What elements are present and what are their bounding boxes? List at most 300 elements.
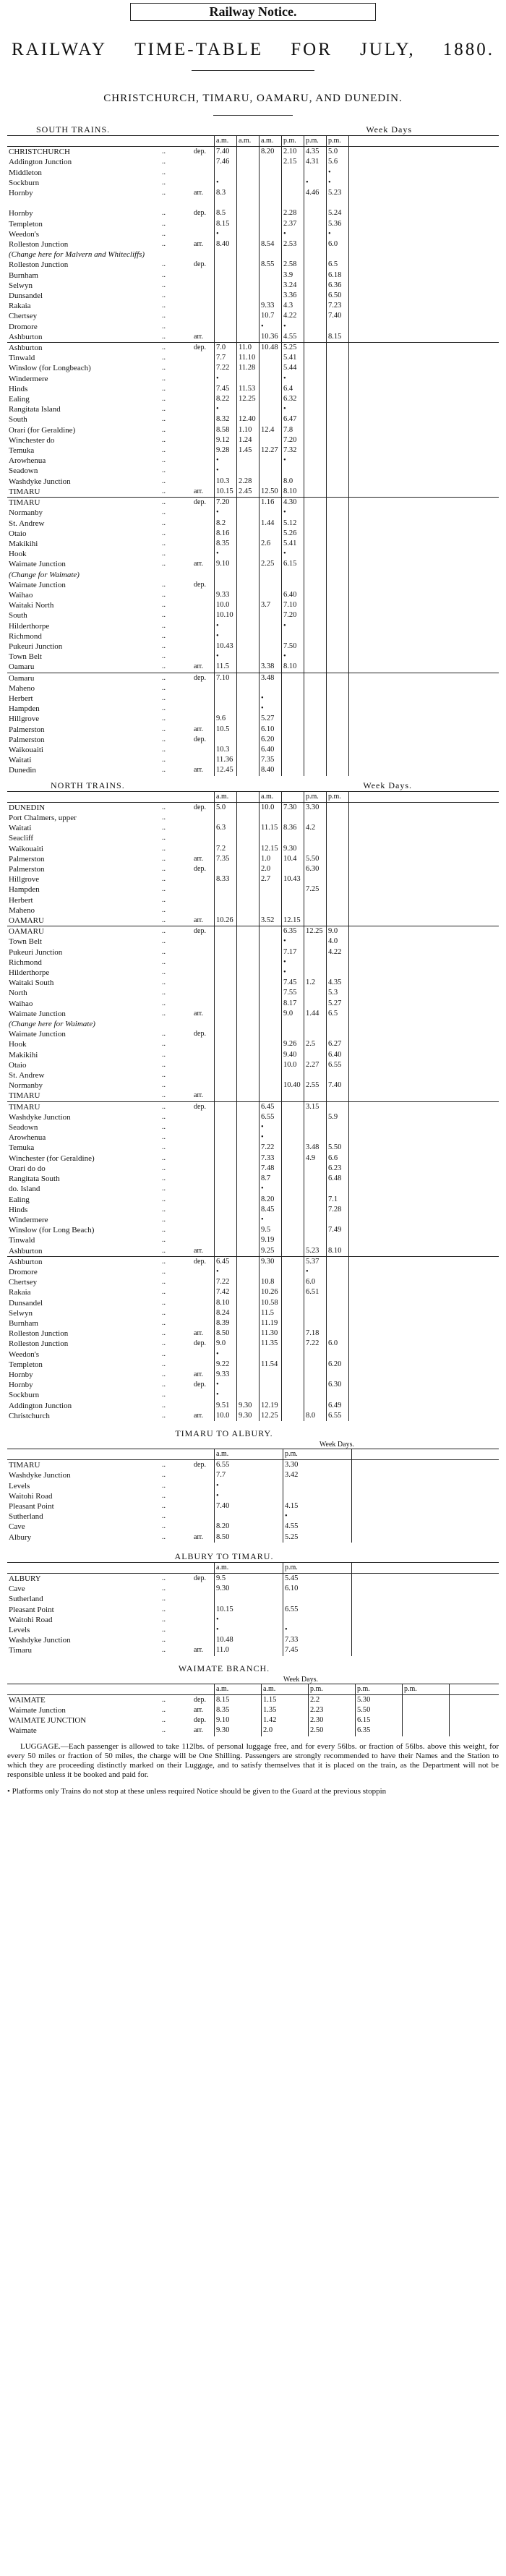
time-cell: 7.2 (215, 844, 237, 854)
station-name: Rolleston Junction (9, 240, 69, 250)
time-cell: 8.39 (215, 1318, 237, 1328)
time-cell: 9.0 (215, 1339, 237, 1349)
time-cell: 9.19 (260, 1235, 282, 1245)
leader-dots: .. (162, 435, 166, 444)
time-cell: 5.9 (327, 1112, 349, 1122)
station-name: Cave (9, 1585, 25, 1594)
leader-dots: .. (162, 425, 166, 434)
time-cell: 5.41 (282, 353, 304, 363)
leader-dots: .. (162, 1123, 166, 1132)
spacer-cell (349, 1277, 499, 1287)
time-cell: 12.50 (260, 487, 282, 498)
time-cell: 9.40 (282, 1050, 304, 1060)
arr-dep (192, 1164, 215, 1174)
time-cell (327, 745, 349, 755)
station-name: OAMARU (9, 916, 44, 926)
time-cell: 6.51 (304, 1287, 327, 1297)
time-cell: 8.55 (260, 260, 282, 270)
time-cell (304, 1029, 327, 1039)
time-cell (260, 937, 282, 947)
spacer-cell (349, 539, 499, 549)
arr-dep: arr. (192, 1705, 215, 1715)
station-name: Waimate Junction (9, 580, 66, 589)
time-cell: 7.25 (304, 884, 327, 895)
arr-dep (192, 1501, 215, 1511)
time-cell: 2.55 (304, 1080, 327, 1091)
station-name: Hook (9, 1040, 27, 1049)
spacer-cell (349, 1328, 499, 1339)
spacer-cell (349, 519, 499, 529)
arr-dep (192, 1287, 215, 1297)
column-header: a.m. (215, 791, 237, 802)
time-cell (282, 1205, 304, 1215)
header-cell (192, 1449, 215, 1459)
table-row (7, 1143, 499, 1153)
table-row (7, 229, 499, 239)
station-name: (Change here for Malvern and Whitecliffs) (9, 250, 145, 260)
table-row (7, 694, 499, 704)
time-cell: 2.45 (237, 487, 260, 498)
arr-dep (192, 1050, 215, 1060)
leader-dots: .. (162, 813, 166, 822)
time-cell: 7.35 (215, 854, 237, 864)
arr-dep: dep. (192, 735, 215, 745)
time-cell (304, 168, 327, 178)
time-cell (215, 1112, 237, 1122)
leader-dots: .. (162, 947, 166, 956)
time-cell (327, 590, 349, 600)
station-name: Rolleston Junction (9, 260, 69, 270)
time-cell (304, 765, 327, 775)
time-cell (215, 1091, 237, 1101)
time-cell (260, 404, 282, 414)
time-cell: 4.0 (327, 937, 349, 947)
time-cell: • (215, 1390, 237, 1400)
arr-dep (192, 1277, 215, 1287)
time-cell (282, 755, 304, 765)
arr-dep (192, 1267, 215, 1277)
time-cell (260, 229, 282, 239)
station-name: Sutherland (9, 1512, 43, 1522)
time-cell (327, 864, 349, 874)
table-row (7, 968, 499, 978)
time-cell: • (282, 229, 304, 239)
time-cell (282, 694, 304, 704)
time-cell: • (282, 968, 304, 978)
table-row (7, 1298, 499, 1308)
leader-dots: .. (162, 384, 166, 393)
station-name: (Change here for Waimate) (9, 1020, 95, 1029)
time-cell (237, 947, 260, 958)
table-row (7, 1009, 499, 1019)
header-row (7, 791, 499, 802)
spacer-cell (349, 178, 499, 188)
time-cell (327, 198, 349, 208)
timaru-albury-heading: TIMARU TO ALBURY. (175, 1428, 273, 1438)
time-cell: 5.23 (304, 1246, 327, 1257)
time-cell: 6.49 (327, 1401, 349, 1411)
time-cell (215, 683, 237, 694)
time-cell: • (215, 1267, 237, 1277)
arr-dep: arr. (192, 662, 215, 673)
arr-dep (192, 1039, 215, 1049)
station-name: Ealing (9, 395, 30, 404)
time-cell (327, 1019, 349, 1029)
time-cell (260, 988, 282, 998)
table-row (7, 895, 499, 905)
leader-dots: .. (160, 1101, 192, 1112)
time-cell (260, 641, 282, 652)
leader-dots: .. (162, 735, 166, 743)
arr-dep (192, 157, 215, 167)
leader-dots: .. (162, 1246, 166, 1255)
time-cell (260, 570, 282, 580)
time-cell (215, 833, 237, 843)
time-cell (237, 1308, 260, 1318)
table-row (7, 1091, 499, 1101)
time-cell (304, 384, 327, 394)
leader-dots: .. (162, 322, 166, 330)
time-cell (237, 884, 260, 895)
time-cell (327, 539, 349, 549)
time-cell (327, 250, 349, 260)
time-cell (304, 559, 327, 569)
time-cell: 12.45 (215, 765, 237, 775)
time-cell: 5.27 (327, 999, 349, 1009)
table-row (7, 580, 499, 590)
time-cell: 7.40 (327, 1080, 349, 1091)
leader-dots: .. (162, 270, 166, 279)
spacer-cell (349, 1029, 499, 1039)
time-cell: 9.0 (282, 1009, 304, 1019)
time-cell: 2.15 (282, 157, 304, 167)
table-row (7, 947, 499, 958)
station-name: Pleasant Point (9, 1501, 54, 1511)
station-name: Dunsandel (9, 291, 43, 301)
time-cell: • (215, 466, 237, 476)
time-cell: 5.50 (356, 1705, 403, 1715)
time-cell: 10.0 (260, 802, 282, 813)
station-name: Palmerston (9, 725, 45, 734)
time-cell (304, 394, 327, 404)
leader-dots: .. (162, 989, 166, 997)
time-cell: 5.3 (327, 988, 349, 998)
spacer-cell (349, 425, 499, 435)
time-cell: 6.10 (283, 1584, 352, 1594)
table-row (7, 353, 499, 363)
time-cell (327, 404, 349, 414)
time-cell (237, 157, 260, 167)
spacer-cell (352, 1615, 499, 1625)
time-cell (327, 559, 349, 569)
time-cell: 1.44 (260, 519, 282, 529)
arr-dep: arr. (192, 332, 215, 343)
table-row (7, 833, 499, 843)
time-cell (304, 477, 327, 487)
time-cell (282, 1411, 304, 1421)
time-cell: 7.10 (215, 673, 237, 683)
time-cell (237, 1390, 260, 1400)
time-cell (260, 958, 282, 968)
station-name: Windermere (9, 374, 48, 383)
time-cell (327, 631, 349, 641)
time-cell (304, 1070, 327, 1080)
time-cell: 6.18 (327, 270, 349, 281)
time-cell (215, 580, 237, 590)
time-cell: 2.2 (309, 1694, 356, 1705)
station-name: Hornby (9, 1381, 33, 1390)
time-cell: 10.26 (215, 916, 237, 926)
station-name: Dromore (9, 322, 38, 331)
station-name: Rangitata Island (9, 405, 61, 414)
table-row (7, 394, 499, 404)
time-cell (215, 905, 237, 916)
time-cell: • (215, 549, 237, 559)
leader-dots: .. (162, 189, 166, 197)
time-cell: 12.25 (260, 1411, 282, 1421)
spacer-cell (349, 1009, 499, 1019)
time-cell (327, 466, 349, 476)
time-cell: 8.54 (260, 239, 282, 250)
time-cell (304, 590, 327, 600)
time-cell: 7.28 (327, 1205, 349, 1215)
time-cell: 7.42 (215, 1287, 237, 1297)
station-name: Palmerston (9, 735, 45, 744)
arr-dep (192, 1401, 215, 1411)
time-cell (304, 999, 327, 1009)
time-cell: 7.33 (260, 1153, 282, 1164)
spacer-cell (349, 498, 499, 508)
time-cell (237, 1060, 260, 1070)
station-name: TIMARU (9, 487, 40, 496)
leader-dots: .. (162, 1143, 166, 1152)
arr-dep: arr. (192, 188, 215, 198)
spacer-cell (349, 1112, 499, 1122)
time-cell (237, 988, 260, 998)
time-cell (304, 549, 327, 559)
arr-dep (192, 198, 215, 208)
arr-dep (192, 1184, 215, 1194)
table-row (7, 559, 499, 569)
leader-dots: .. (162, 1491, 166, 1500)
spacer-cell (349, 864, 499, 874)
time-cell: 6.50 (327, 291, 349, 301)
time-cell (260, 250, 282, 260)
arr-dep (192, 1511, 215, 1522)
leader-dots: .. (162, 508, 166, 517)
time-cell (282, 884, 304, 895)
column-header: p.m. (304, 791, 327, 802)
leader-dots: .. (162, 1091, 166, 1100)
station-name: Washdyke Junction (9, 1471, 71, 1480)
time-cell (304, 1401, 327, 1411)
leader-dots: .. (162, 1060, 166, 1069)
table-row (7, 1470, 499, 1480)
station-name: Pleasant Point (9, 1605, 54, 1614)
station-name: Waitohi Road (9, 1491, 53, 1501)
time-cell (304, 1225, 327, 1235)
time-cell: 5.26 (282, 529, 304, 539)
time-cell (215, 1225, 237, 1235)
table-row (7, 188, 499, 198)
table-row (7, 1501, 499, 1511)
time-cell (304, 735, 327, 745)
time-cell: • (215, 621, 237, 631)
time-cell (327, 1133, 349, 1143)
station-name: Chertsey (9, 1278, 38, 1287)
arr-dep (192, 704, 215, 714)
time-cell (215, 1594, 283, 1604)
time-cell: 7.40 (327, 311, 349, 321)
time-cell: 6.23 (327, 1164, 349, 1174)
spacer-cell (349, 854, 499, 864)
table-row (7, 1328, 499, 1339)
spacer-cell (349, 1080, 499, 1091)
arr-dep (192, 1195, 215, 1205)
station-name: Addington Junction (9, 1401, 72, 1410)
arr-dep: arr. (192, 725, 215, 735)
time-cell: 6.40 (260, 745, 282, 755)
time-cell: 12.27 (260, 445, 282, 456)
station-name: Temuka (9, 446, 35, 456)
time-cell (282, 813, 304, 823)
time-cell (304, 755, 327, 765)
arr-dep: arr. (192, 1645, 215, 1655)
time-cell: 6.55 (327, 1411, 349, 1421)
time-cell (304, 714, 327, 724)
time-cell (260, 384, 282, 394)
north-week-label: Week Days. (363, 780, 412, 790)
station-name: Hilderthorpe (9, 968, 50, 978)
time-cell (260, 947, 282, 958)
time-cell (304, 519, 327, 529)
time-cell (327, 854, 349, 864)
time-cell (237, 219, 260, 229)
station-name: Waihao (9, 590, 33, 600)
leader-dots: .. (162, 260, 166, 269)
time-cell (215, 813, 237, 823)
time-cell: 11.19 (260, 1318, 282, 1328)
time-cell (327, 580, 349, 590)
arr-dep (192, 884, 215, 895)
leader-dots: .. (162, 1009, 166, 1018)
time-cell (215, 1164, 237, 1174)
time-cell (327, 1122, 349, 1133)
time-cell: 2.0 (262, 1726, 309, 1736)
arr-dep: dep. (192, 147, 215, 158)
time-cell (237, 600, 260, 610)
station-name: Tinwald (9, 1236, 35, 1245)
time-cell (304, 374, 327, 384)
time-cell: 6.5 (327, 260, 349, 270)
table-row (7, 1122, 499, 1133)
station-name: Oamaru (9, 662, 35, 672)
time-cell: 9.51 (215, 1401, 237, 1411)
leader-dots: .. (162, 487, 166, 495)
station-name: Dunedin (9, 766, 36, 775)
station-name: Makikihi (9, 539, 38, 548)
time-cell (260, 281, 282, 291)
table-row (7, 1246, 499, 1257)
north-heading-row (7, 780, 499, 791)
spacer-cell (349, 580, 499, 590)
time-cell: 2.27 (304, 1060, 327, 1070)
leader-dots: .. (162, 364, 166, 372)
spacer-cell (349, 301, 499, 311)
time-cell: 6.4 (282, 384, 304, 394)
spacer-cell (349, 394, 499, 404)
arr-dep (192, 1174, 215, 1184)
time-cell: 2.28 (282, 208, 304, 218)
leader-dots: .. (162, 1133, 166, 1142)
table-row (7, 1256, 499, 1267)
time-cell (327, 1101, 349, 1112)
header-cell (160, 791, 192, 802)
time-cell: 7.35 (260, 755, 282, 765)
arr-dep (192, 1625, 215, 1635)
time-cell: 3.24 (282, 281, 304, 291)
time-cell (304, 529, 327, 539)
time-cell: 4.30 (282, 498, 304, 508)
time-cell (327, 519, 349, 529)
leader-dots (160, 250, 192, 260)
leader-dots: .. (162, 652, 166, 661)
station-name: CHRISTCHURCH (9, 148, 70, 157)
station-name: Temuka (9, 1143, 35, 1153)
leader-dots: .. (162, 229, 166, 238)
time-cell: 7.40 (215, 1501, 283, 1511)
table-row (7, 813, 499, 823)
time-cell (260, 1349, 282, 1360)
header-cell (192, 1684, 215, 1694)
table-row (7, 404, 499, 414)
leader-dots: .. (162, 834, 166, 843)
leader-dots: .. (162, 456, 166, 465)
time-cell: 8.40 (260, 765, 282, 775)
leader-dots: .. (162, 374, 166, 383)
time-cell: 11.53 (237, 384, 260, 394)
leader-dots: .. (162, 683, 166, 692)
leader-dots: .. (162, 291, 166, 300)
time-cell (237, 229, 260, 239)
time-cell: 8.17 (282, 999, 304, 1009)
time-cell (237, 864, 260, 874)
time-cell: 1.45 (237, 445, 260, 456)
time-cell: 3.38 (260, 662, 282, 673)
table-row (7, 1594, 499, 1604)
leader-dots: .. (162, 895, 166, 904)
time-cell: 11.54 (260, 1360, 282, 1370)
time-cell (237, 1153, 260, 1164)
timaru-albury-table (7, 1449, 499, 1543)
spacer-cell (349, 958, 499, 968)
time-cell: 5.6 (327, 157, 349, 167)
time-cell: 9.10 (215, 1715, 262, 1726)
time-cell (327, 425, 349, 435)
time-cell (237, 694, 260, 704)
leader-dots: .. (162, 1153, 166, 1162)
table-row (7, 1460, 499, 1471)
time-cell (304, 1235, 327, 1245)
time-cell (304, 270, 327, 281)
time-cell: 5.0 (327, 147, 349, 158)
table-row (7, 498, 499, 508)
leader-dots: .. (162, 1360, 166, 1368)
arr-dep: dep. (192, 498, 215, 508)
time-cell (304, 1050, 327, 1060)
time-cell (215, 1153, 237, 1164)
leader-dots: .. (162, 1716, 166, 1725)
